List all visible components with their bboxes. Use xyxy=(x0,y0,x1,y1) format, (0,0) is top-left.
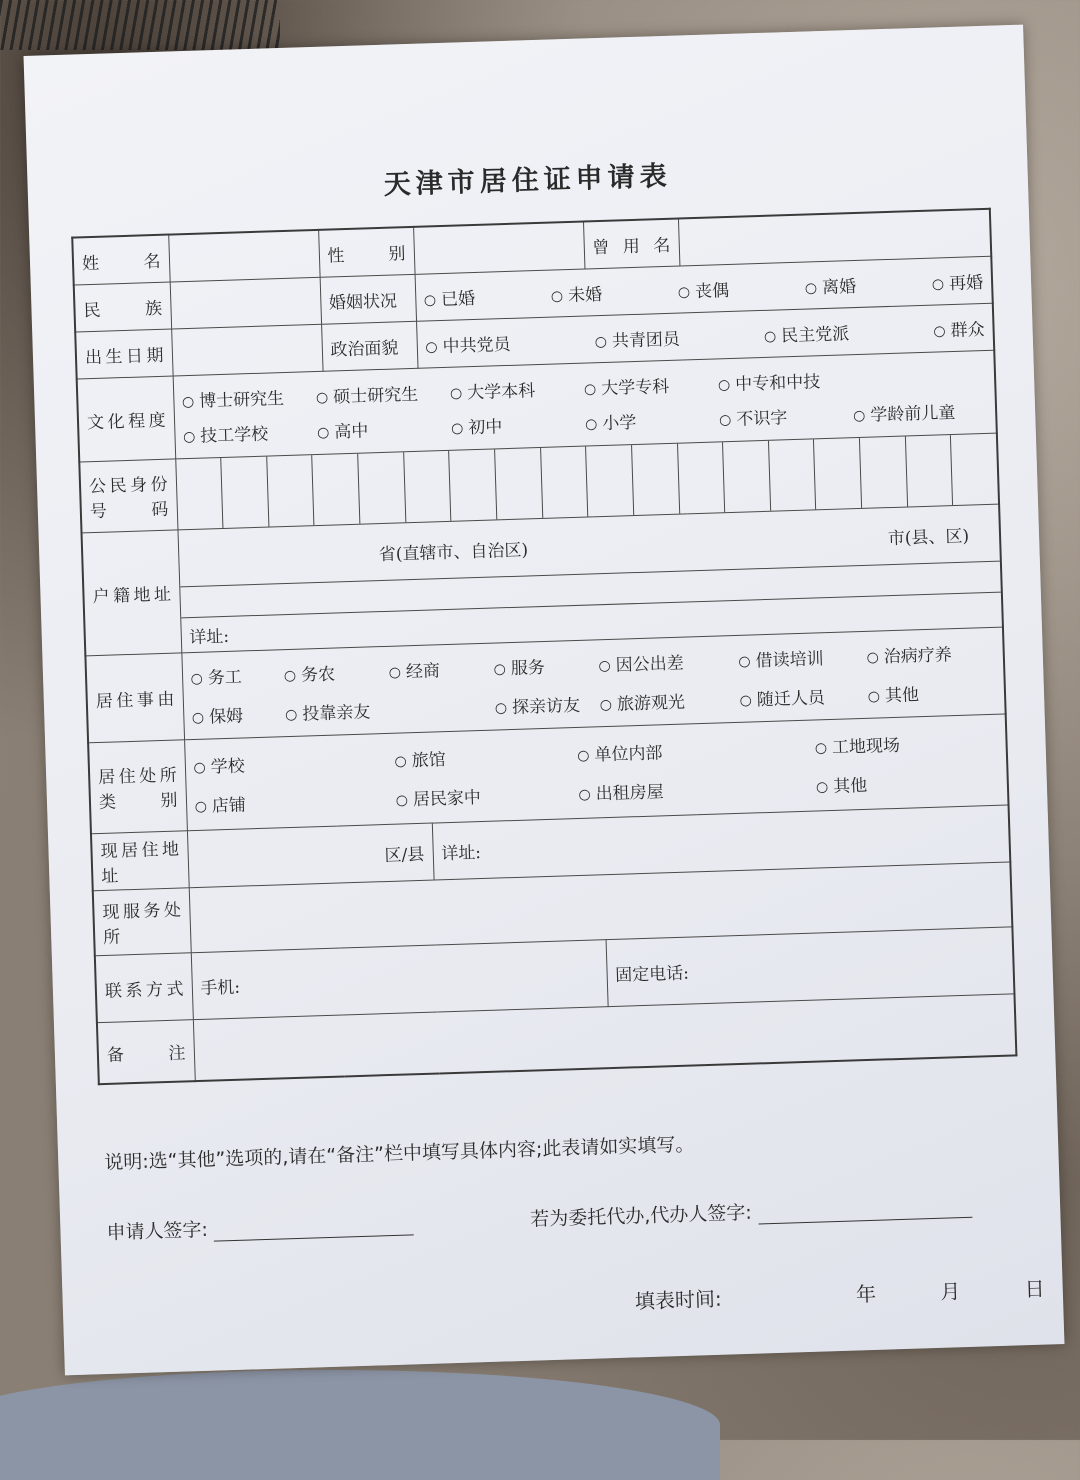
reason-option[interactable]: ○ 借读培训 xyxy=(738,643,867,672)
label-remarks: 备注 xyxy=(97,1020,195,1084)
political-option[interactable]: ○ 共青团员 xyxy=(594,324,680,352)
reason-option[interactable]: ○ 探亲访友 xyxy=(494,690,600,718)
education-option[interactable]: ○ 中专和中技 xyxy=(718,366,853,395)
label-political: 政治面貌 xyxy=(321,321,417,371)
label-current-address: 现居住地址 xyxy=(91,831,189,891)
label-contact: 联系方式 xyxy=(95,953,193,1023)
residence-type-option[interactable]: ○ 单位内部 xyxy=(577,734,815,766)
education-option[interactable]: ○ 博士研究生 xyxy=(181,383,316,412)
household-city-label: 市(县、区) xyxy=(887,526,970,549)
education-option[interactable]: ○ 初中 xyxy=(451,410,586,439)
current-detail-label: 详址: xyxy=(432,805,1011,880)
marital-options xyxy=(423,268,983,311)
label-birth-date: 出生日期 xyxy=(75,329,172,379)
political-option[interactable]: ○ 群众 xyxy=(933,314,985,341)
residence-type-option[interactable]: ○ 其他 xyxy=(816,767,1000,798)
education-option[interactable]: ○ 不识字 xyxy=(719,401,854,430)
applicant-signature xyxy=(106,1208,414,1245)
agent-signature-label: 若为委托代办,代办人签字: xyxy=(529,1201,753,1231)
landline-label: 固定电话: xyxy=(606,927,1015,1007)
day-label: 日 xyxy=(1024,1276,1046,1302)
label-former-name: 曾用名 xyxy=(583,219,679,269)
application-form-paper xyxy=(24,25,1065,1376)
sleeve-background xyxy=(0,1370,720,1480)
label-ethnicity: 民族 xyxy=(74,282,171,332)
label-residence-type: 居住处所类别 xyxy=(88,740,187,834)
label-residence-reason: 居住事由 xyxy=(85,653,184,743)
household-detail-label: 详址: xyxy=(189,626,230,648)
notebook-spiral xyxy=(0,0,280,50)
education-option[interactable]: ○ 硕士研究生 xyxy=(316,379,451,408)
reason-option[interactable]: ○ 保姆 xyxy=(191,700,285,728)
reason-option[interactable]: ○ 因公出差 xyxy=(598,647,739,676)
reason-option[interactable]: ○ 经商 xyxy=(388,655,494,683)
label-education: 文化程度 xyxy=(77,376,176,462)
marital-option[interactable]: ○ 离婚 xyxy=(804,272,856,299)
application-form-table xyxy=(71,208,1017,1085)
agent-signature-line[interactable] xyxy=(757,1197,972,1225)
label-marital: 婚姻状况 xyxy=(320,274,416,324)
applicant-signature-line[interactable] xyxy=(214,1214,415,1241)
reason-option[interactable]: ○ 投靠亲友 xyxy=(285,694,496,726)
reason-option[interactable]: ○ 其他 xyxy=(867,678,996,707)
education-option[interactable]: ○ 大学专科 xyxy=(584,370,719,399)
reason-option[interactable]: ○ 务工 xyxy=(190,661,284,689)
education-option[interactable]: ○ 学龄前儿童 xyxy=(853,397,988,426)
residence-type-option[interactable]: ○ 工地现场 xyxy=(814,728,998,759)
political-options xyxy=(425,314,985,357)
fill-time-label: 填表时间: xyxy=(634,1286,723,1314)
residence-type-option[interactable]: ○ 学校 xyxy=(193,747,395,778)
education-option[interactable]: ○ 高中 xyxy=(317,414,452,443)
education-option[interactable]: ○ 技工学校 xyxy=(183,418,318,447)
instruction-note: 说明:选“其他”选项的,请在“备注”栏中填写具体内容;此表请如实填写。 xyxy=(103,1133,695,1175)
label-workplace: 现服务处所 xyxy=(93,888,191,956)
year-label: 年 xyxy=(855,1281,877,1307)
residence-type-option[interactable]: ○ 出租房屋 xyxy=(578,773,816,805)
residence-type-option[interactable]: ○ 旅馆 xyxy=(394,741,578,772)
household-province-label: 省(直辖市、自治区) xyxy=(378,539,529,565)
birth-date-field[interactable] xyxy=(171,324,322,376)
education-option[interactable]: ○ 小学 xyxy=(585,405,720,434)
district-label: 区/县 xyxy=(187,823,434,888)
name-field[interactable] xyxy=(168,230,319,282)
agent-signature xyxy=(530,1191,972,1232)
education-option[interactable]: ○ 大学本科 xyxy=(450,375,585,404)
reason-option[interactable]: ○ 旅游观光 xyxy=(599,686,740,715)
applicant-signature-label: 申请人签字: xyxy=(106,1218,209,1244)
reason-option[interactable]: ○ 务农 xyxy=(283,658,389,686)
gender-field[interactable] xyxy=(413,222,584,275)
marital-option[interactable]: ○ 丧偶 xyxy=(677,275,729,302)
mobile-label: 手机: xyxy=(191,940,608,1020)
label-household-address: 户籍地址 xyxy=(82,530,182,656)
political-option[interactable]: ○ 民主党派 xyxy=(764,319,850,347)
political-option[interactable]: ○ 中共党员 xyxy=(425,329,511,357)
form-title: 天津市居住证申请表 xyxy=(383,160,673,201)
marital-option[interactable]: ○ 已婚 xyxy=(423,283,475,310)
month-label: 月 xyxy=(939,1279,961,1304)
label-id-number: 公民身份号码 xyxy=(79,459,177,533)
marital-option[interactable]: ○ 再婚 xyxy=(931,268,983,295)
label-gender: 性别 xyxy=(318,227,414,277)
ethnicity-field[interactable] xyxy=(170,277,321,329)
reason-option[interactable]: ○ 服务 xyxy=(493,651,599,679)
fill-date xyxy=(634,1273,1045,1315)
label-name: 姓名 xyxy=(72,235,169,285)
reason-option[interactable]: ○ 治病疗养 xyxy=(866,639,995,668)
reason-option[interactable]: ○ 随迁人员 xyxy=(739,682,868,711)
marital-option[interactable]: ○ 未婚 xyxy=(550,279,602,306)
residence-type-option[interactable]: ○ 店铺 xyxy=(194,786,396,817)
residence-type-option[interactable]: ○ 居民家中 xyxy=(395,780,579,811)
